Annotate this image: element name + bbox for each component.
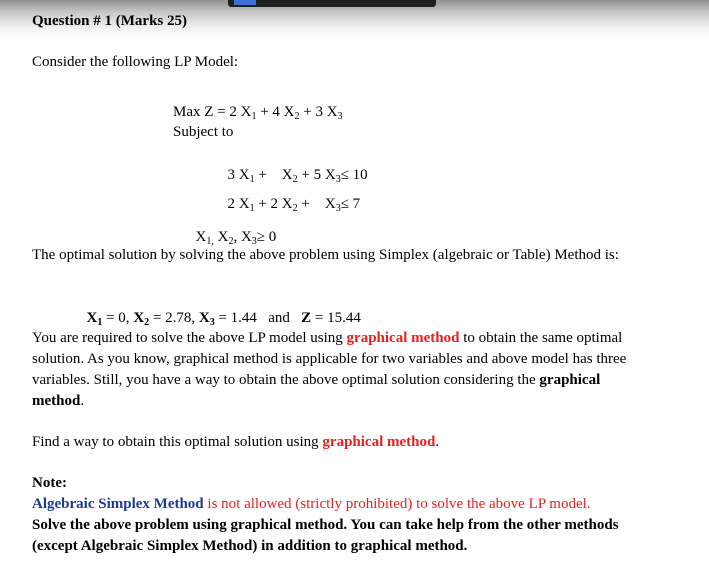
graphical-method-highlight: graphical method xyxy=(346,330,460,346)
non-negativity-constraint: $X_{1,}$ $X_2$, $X_3\ge 0$ xyxy=(195,229,277,247)
note-prohibition: Algebraic Simplex Method is not allowed (strictly prohibited) to solve the above LP model. xyxy=(32,496,591,512)
optimal-solution: $X_1 = 0$, $X_2 = 2.78$, $X_3 = 1.44$ and Z = 15.44 xyxy=(86,310,361,328)
instructions-paragraph: You are required to solve the above LP model using graphical method to obtain the same optimal solution. As you know, graphical method is applicable for two variables and above model has three variables. Still, you have a way to obtain the above optimal solution considering the graphical method. xyxy=(32,330,627,409)
subject-to-label: Subject to xyxy=(173,124,234,140)
intro-text: Consider the following LP Model: xyxy=(32,54,239,70)
question-title: Question # 1 (Marks 25) xyxy=(32,13,187,29)
optimal-solution-intro: The optimal solution by solving the above problem using Simplex (algebraic or Table) Method is: xyxy=(32,247,619,263)
objective-function: Max Z = 2 $X_1 + 4$ $X_2 + 3$ $X_3$ xyxy=(173,104,343,122)
top-tab[interactable] xyxy=(228,0,436,7)
find-way-text: Find a way to obtain this optimal solution using graphical method. xyxy=(32,434,440,450)
note-label: Note: xyxy=(32,475,67,491)
constraint-1: 3 $X_1$ + $X_2 + 5$ $X_3\le 10$ xyxy=(227,167,368,185)
note-instruction: Solve the above problem using graphical method. You can take help from the other methods (except Algebraic Simplex Method) in addition to graphical method. xyxy=(32,517,619,554)
tab-accent-icon xyxy=(234,0,256,5)
constraint-2: 2 $X_1 + 2$ $X_2$ + $X_3\le 7$ xyxy=(227,196,361,214)
